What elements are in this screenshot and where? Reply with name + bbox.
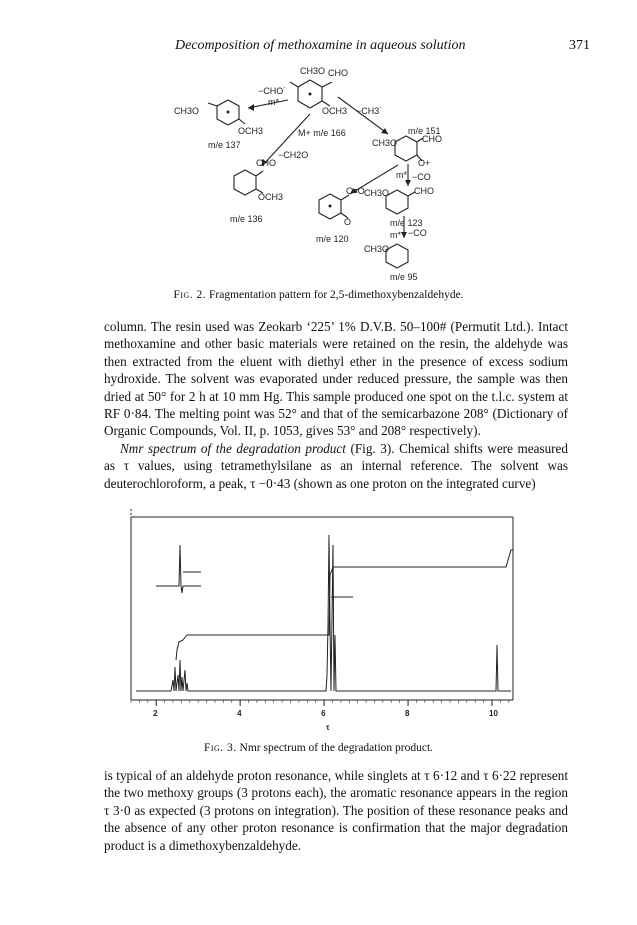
nmr-text: (Fig. 3). Chemical shifts were measured as τ values, using tetramethylsilane as an internal reference. The solvent was deuterochloroform, a peak, τ −0·43 (shown as one proton on the integrated curve) [104, 440, 569, 491]
label-molecular-ion: M+ m/e 166 [298, 128, 346, 138]
label-o-120: O [344, 217, 352, 227]
label-minus-ch2o: −CH2O [278, 150, 309, 160]
paragraph-conclusion: is typical of an aldehyde proton resonance, while singlets at τ 6·12 and τ 6·22 represent the two methoxy groups (3 protons each), the aromatic resonance appears in the region τ 3·0 as expected (3 protons on integration). The position of these resonance peaks and the absence of any other proton resonance is confirmation that the major degradation product is a dimethoxybenzaldehyde. [104, 768, 568, 853]
page-number: 371 [569, 38, 590, 53]
x-axis-label: τ [326, 723, 330, 732]
label-ch3o-123: CH3O [364, 188, 390, 198]
label-m-e-95: m/e 95 [390, 272, 418, 282]
label-cho-right: CHO [422, 134, 442, 144]
label-cho-123: CHO [414, 186, 434, 196]
body-text-upper [104, 318, 568, 492]
label-och3-center: OCH3 [322, 106, 348, 116]
figure-3-caption [0, 742, 637, 754]
fragmentation-scheme-diagram [150, 62, 500, 284]
label-o-plus: O+ [418, 158, 431, 168]
figure-2-caption-text: Fragmentation pattern for 2,5-dimethoxybenzaldehyde. [209, 289, 464, 301]
label-minus-co-1: −CO [412, 172, 431, 182]
x-tick-label: 6 [321, 709, 326, 718]
benzene-ring-136 [234, 170, 256, 195]
label-cho-136: CHO [256, 158, 276, 168]
figure-2-caption [0, 289, 637, 301]
nmr-heading: Nmr spectrum of the degradation product [120, 440, 346, 456]
label-m-e-123: m/e 123 [390, 218, 423, 228]
label-c-o: C≡O [346, 186, 365, 196]
nmr-spectrum-chart [121, 505, 521, 735]
label-metastable-2: m* [396, 170, 407, 180]
running-title: Decomposition of methoxamine in aqueous solution [175, 38, 466, 53]
body-text-lower [104, 767, 568, 854]
x-tick-label: 2 [153, 709, 158, 718]
nmr-spectrum-figure [121, 505, 521, 735]
label-minus-cho: −CHO˙ [258, 86, 287, 96]
x-tick-label: 4 [237, 709, 242, 718]
label-och3-136: OCH3 [258, 192, 284, 202]
running-header [0, 38, 637, 58]
paragraph-resin: column. The resin used was Zeokarb ‘225’ 1% D.V.B. 50–100# (Permutit Ltd.). Intact methoxamine and other basic materials were retained on the resin, the aldehyde was then extracted from the eluent with diethyl ether in the presence of excess sodium hydroxide. The solvent was evaporated under reduced pressure, the sample was then dried at 50° for 2 h at 10 mm Hg. This sample produced one spot on the t.l.c. system at RF 0·84. The melting point was 52° and that of the semicarbazone 208° (Dictionary of Organic Compounds, Vol. II, p. 1053, gives 53° and 208° respectively). [104, 319, 568, 439]
label-ch3o-left: CH3O [174, 106, 200, 116]
label-ch3o-95: CH3O [364, 244, 390, 254]
label-ch3o-right: CH3O [372, 138, 398, 148]
aldehyde-inset-trace [156, 545, 201, 593]
label-minus-co-2: −CO [408, 228, 427, 238]
figure-3-label: Fig. 3. [203, 742, 237, 754]
label-metastable-1: m* [268, 97, 279, 107]
benzene-ring-123 [386, 190, 408, 214]
x-tick-label: 10 [489, 709, 498, 718]
label-ch3o-top: CH3O [300, 66, 326, 76]
label-metastable-3: m* [390, 230, 401, 240]
methoxy-and-tms-peaks [193, 535, 511, 691]
aromatic-multiplet [171, 660, 193, 691]
x-tick-label: 8 [405, 709, 410, 718]
benzene-ring-95 [386, 244, 408, 268]
fragmentation-scheme-figure [150, 62, 500, 284]
label-cho-top: CHO [328, 68, 348, 78]
integration-curve [176, 550, 513, 660]
label-m-e-151: m/e 151 [408, 126, 441, 136]
figure-3-caption-text: Nmr spectrum of the degradation product. [239, 742, 434, 754]
figure-2-label: Fig. 2. [173, 289, 207, 301]
label-m-e-120: m/e 120 [316, 234, 349, 244]
paragraph-nmr [104, 440, 568, 492]
label-och3-left: OCH3 [238, 126, 264, 136]
label-minus-ch3: −CH3˙ [356, 106, 383, 116]
label-m-e-136: m/e 136 [230, 214, 263, 224]
label-m-e-137: m/e 137 [208, 140, 241, 150]
benzene-ring-151 [395, 136, 417, 161]
